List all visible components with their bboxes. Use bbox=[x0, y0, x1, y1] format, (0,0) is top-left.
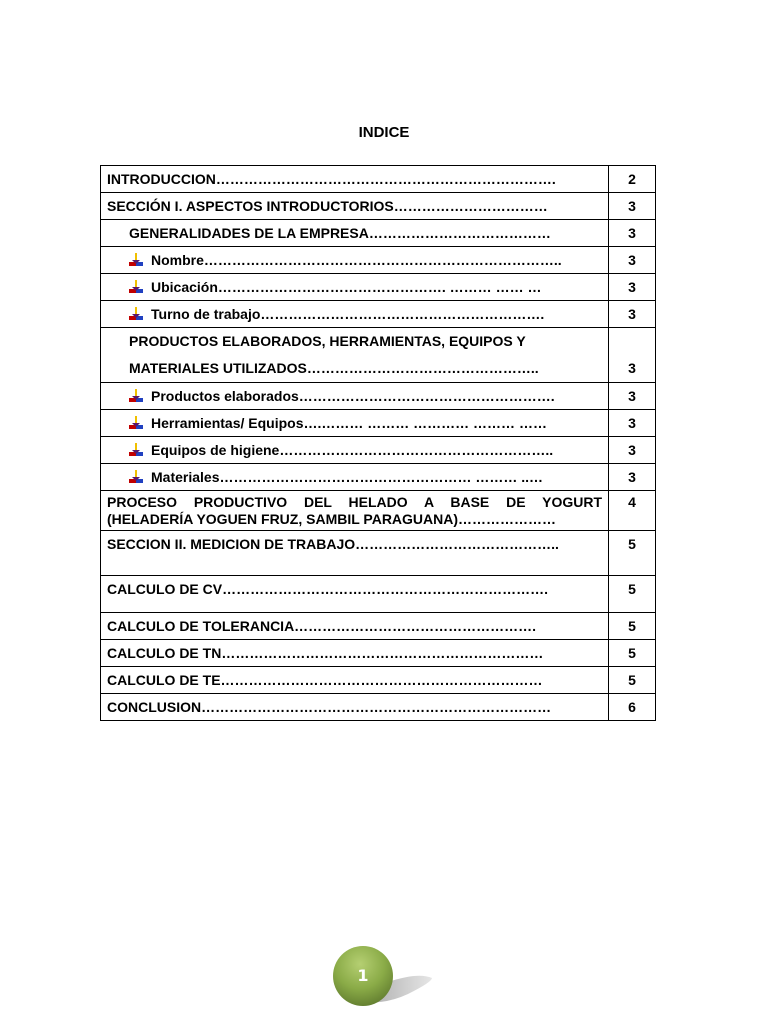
arrow-bullet-icon bbox=[129, 443, 143, 457]
toc-entry-label-line: MATERIALES UTILIZADOS………………………………………….. bbox=[129, 360, 539, 376]
toc-entry-label: Herramientas/ Equipos….……… ……… ………… ……… …… bbox=[151, 415, 547, 431]
toc-row bbox=[101, 437, 656, 464]
toc-entry bbox=[101, 301, 609, 328]
toc-entry-page: 3 bbox=[609, 247, 656, 274]
toc-entry-page: 6 bbox=[609, 694, 656, 721]
toc-row bbox=[101, 328, 656, 383]
toc-entry bbox=[101, 464, 609, 491]
toc-row bbox=[101, 274, 656, 301]
toc-entry-label: Nombre………………………………………………………………….. bbox=[151, 252, 562, 268]
arrow-bullet-icon bbox=[129, 416, 143, 430]
toc-row bbox=[101, 531, 656, 576]
toc-entry-page: 3 bbox=[609, 328, 656, 383]
toc-entry bbox=[101, 328, 609, 383]
toc-entry-label: Ubicación…………………………………………. ……… …… … bbox=[151, 279, 542, 295]
toc-entry-label: INTRODUCCION………………………………………………………………. bbox=[101, 166, 609, 193]
toc-row bbox=[101, 166, 656, 193]
toc-entry-label: CONCLUSION………………………………………………………………… bbox=[101, 694, 609, 721]
toc-entry-page: 3 bbox=[609, 383, 656, 410]
arrow-bullet-icon bbox=[129, 307, 143, 321]
toc-row bbox=[101, 667, 656, 694]
toc-entry-page: 2 bbox=[609, 166, 656, 193]
toc-entry-label-line: (HELADERÍA YOGUEN FRUZ, SAMBIL PARAGUANA)………………… bbox=[107, 511, 557, 527]
toc-entry-label: CALCULO DE CV……………………………………………………………. bbox=[101, 576, 609, 613]
toc-entry-page: 5 bbox=[609, 613, 656, 640]
toc-entry bbox=[101, 383, 609, 410]
toc-row bbox=[101, 410, 656, 437]
toc-entry-label: CALCULO DE TOLERANCIA……………………………………………. bbox=[101, 613, 609, 640]
toc-entry bbox=[101, 437, 609, 464]
arrow-bullet-icon bbox=[129, 470, 143, 484]
toc-subentry bbox=[107, 247, 602, 273]
toc-row bbox=[101, 247, 656, 274]
toc-entry-label: Equipos de higiene………………………………………………….. bbox=[151, 442, 554, 458]
toc-row bbox=[101, 193, 656, 220]
toc-entry-label: CALCULO DE TE…………………………………………………………… bbox=[101, 667, 609, 694]
toc-subentry bbox=[107, 383, 602, 409]
toc-subentry bbox=[107, 274, 602, 300]
toc-row bbox=[101, 640, 656, 667]
arrow-bullet-icon bbox=[129, 280, 143, 294]
toc-entry-page: 3 bbox=[609, 410, 656, 437]
toc-entry bbox=[101, 274, 609, 301]
toc-entry-page: 5 bbox=[609, 640, 656, 667]
toc-entry-label: GENERALIDADES DE LA EMPRESA………………………………… bbox=[129, 225, 551, 241]
toc-entry-page: 5 bbox=[609, 531, 656, 576]
index-title: INDICE bbox=[358, 124, 410, 141]
toc-entry-label-line: PROCESO PRODUCTIVO DEL HELADO A BASE DE YOGURT bbox=[107, 494, 602, 510]
toc-entry bbox=[101, 220, 609, 247]
toc-row bbox=[101, 491, 656, 531]
toc-entry-page: 3 bbox=[609, 274, 656, 301]
toc-row bbox=[101, 613, 656, 640]
toc-row bbox=[101, 220, 656, 247]
page-number: 1 bbox=[357, 966, 369, 985]
toc-subentry bbox=[107, 410, 602, 436]
toc-entry-page: 3 bbox=[609, 437, 656, 464]
toc-entry-label-line: PRODUCTOS ELABORADOS, HERRAMIENTAS, EQUIPOS Y bbox=[129, 333, 526, 349]
toc-subentry bbox=[107, 437, 602, 463]
toc-entry-label: SECCIÓN I. ASPECTOS INTRODUCTORIOS…………………………… bbox=[101, 193, 609, 220]
toc-row bbox=[101, 464, 656, 491]
toc-entry-label: SECCION II. MEDICION DE TRABAJO…………………………………….. bbox=[101, 531, 609, 576]
toc-entry-page: 5 bbox=[609, 667, 656, 694]
toc-entry-page: 4 bbox=[609, 491, 656, 531]
toc-entry bbox=[101, 247, 609, 274]
arrow-bullet-icon bbox=[129, 253, 143, 267]
toc-entry-label: Productos elaborados………………………………………………. bbox=[151, 388, 555, 404]
toc-entry-page: 3 bbox=[609, 464, 656, 491]
toc-subentry bbox=[107, 464, 602, 490]
toc-entry-page: 3 bbox=[609, 301, 656, 328]
toc-subentry bbox=[107, 301, 602, 327]
toc-entry-page: 3 bbox=[609, 193, 656, 220]
arrow-bullet-icon bbox=[129, 389, 143, 403]
toc-row bbox=[101, 694, 656, 721]
toc-row bbox=[101, 301, 656, 328]
toc-row bbox=[101, 383, 656, 410]
toc-entry bbox=[101, 410, 609, 437]
toc-entry-label: Turno de trabajo……………………………………………………. bbox=[151, 306, 545, 322]
toc-entry-page: 5 bbox=[609, 576, 656, 613]
toc-entry-label: CALCULO DE TN…………………………………………………………… bbox=[101, 640, 609, 667]
index-table bbox=[100, 165, 656, 721]
toc-row bbox=[101, 576, 656, 613]
toc-entry bbox=[101, 491, 609, 531]
toc-entry-page: 3 bbox=[609, 220, 656, 247]
toc-entry-label: Materiales……………………………………………… ……… ..… bbox=[151, 469, 544, 485]
